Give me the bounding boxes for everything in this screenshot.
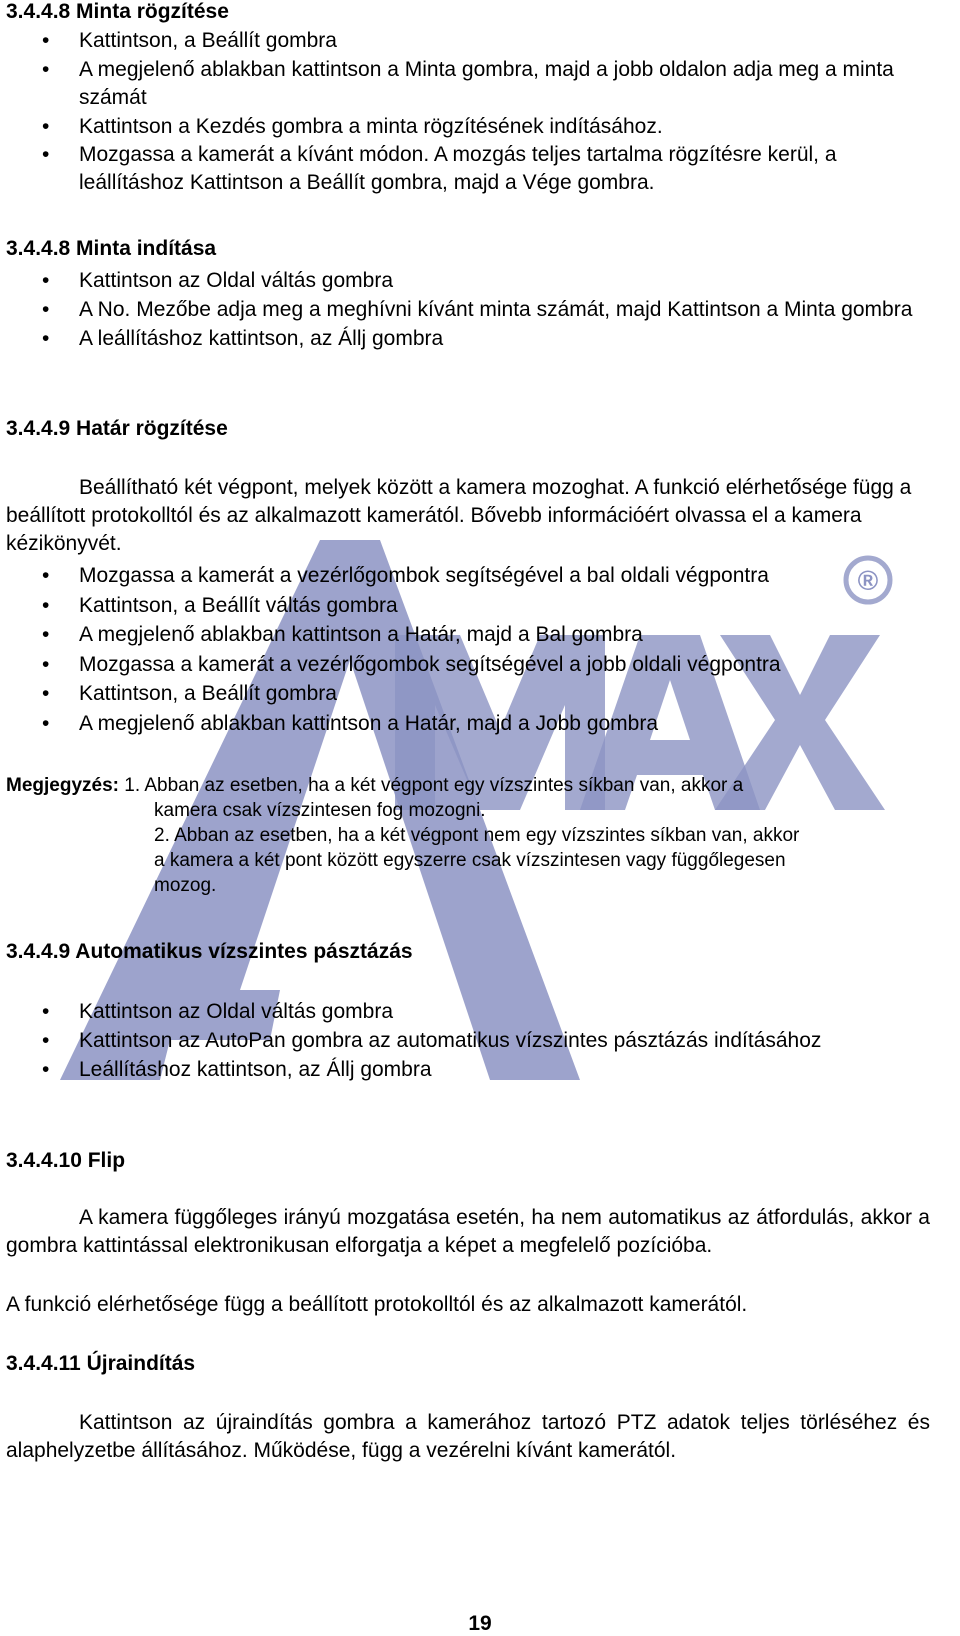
note-block xyxy=(6,773,930,898)
registered-mark: ® xyxy=(857,565,879,596)
list-item: • Leállításhoz kattintson, az Állj gombra xyxy=(6,1055,930,1085)
list-item: • Kattintson az Oldal váltás gombra xyxy=(6,266,930,296)
flip-paragraph-2: A funkció elérhetősége függ a beállított protokolltól és az alkalmazott kamerától. xyxy=(6,1293,748,1316)
list-item: • A No. Mezőbe adja meg a meghívni kívánt minta számát, majd Kattintson a Minta gombra xyxy=(6,296,930,324)
section-title-minta-inditasa: 3.4.4.8 Minta indítása xyxy=(6,237,217,260)
note-item-2-cont: a kamera a két pont között egyszerre csak vízszintesen vagy függőlegesen xyxy=(154,850,786,871)
list-item: • Mozgassa a kamerát a vezérlőgombok segítségével a jobb oldali végpontra xyxy=(6,650,930,680)
list-item: • Kattintson az AutoPan gombra az automatikus vízszintes pásztázás indításához xyxy=(6,1027,930,1055)
list-minta-inditasa xyxy=(6,266,930,353)
section-title-automatikus-pasztazas: 3.4.4.9 Automatikus vízszintes pásztázás xyxy=(6,940,413,963)
list-item: • Kattintson, a Beállít gombra xyxy=(6,679,930,709)
section-title-hatar-rogzitese: 3.4.4.9 Határ rögzítése xyxy=(6,417,228,440)
note-item-1: 1. Abban az esetben, ha a két végpont egy vízszintes síkban van, akkor a xyxy=(124,775,744,796)
section-title-flip: 3.4.4.10 Flip xyxy=(6,1149,126,1172)
list-item: • A megjelenő ablakban kattintson a Minta gombra, majd a jobb oldalon adja meg a minta számát xyxy=(6,56,930,112)
list-item: • Mozgassa a kamerát a kívánt módon. A mozgás teljes tartalma rögzítésre kerül, a leállításhoz Kattintson a Beállít gombra, majd a Vége gombra. xyxy=(6,141,930,197)
note-label: Megjegyzés: xyxy=(6,775,119,796)
list-item: • A megjelenő ablakban kattintson a Határ, majd a Bal gombra xyxy=(6,620,930,650)
list-minta-rogzitese xyxy=(6,26,930,197)
ujrainditas-paragraph: Kattintson az újraindítás gombra a kamerához tartozó PTZ adatok teljes törléséhez és alaphelyzetbe állításához. Működése, függ a vezérelni kívánt kamerától. xyxy=(6,1411,930,1462)
note-item-2: 2. Abban az esetben, ha a két végpont nem egy vízszintes síkban van, akkor xyxy=(154,825,800,846)
hatar-intro-paragraph: Beállítható két végpont, melyek között a kamera mozoghat. A funkció elérhetősége függ a beállított protokolltól és az alkalmazott kamerától. Bővebb információért olvassa el a kamera kézikönyvét. xyxy=(6,476,912,555)
flip-paragraph-1: A kamera függőleges irányú mozgatása esetén, ha nem automatikus az átfordulás, akkor a gombra kattintással elektronikusan elforgatja a képet a megfelelő pozícióba. xyxy=(6,1206,930,1257)
list-automatikus-pasztazas xyxy=(6,997,930,1084)
page-number: 19 xyxy=(468,1612,492,1635)
list-item: • A leállításhoz kattintson, az Állj gombra xyxy=(6,324,930,354)
section-title-ujrainditas: 3.4.4.11 Újraindítás xyxy=(6,1352,196,1375)
list-item: • Kattintson az Oldal váltás gombra xyxy=(6,997,930,1027)
note-item-2-cont: mozog. xyxy=(154,875,217,896)
note-item-1-cont: kamera csak vízszintesen fog mozogni. xyxy=(154,800,486,821)
list-item: • Kattintson, a Beállít gombra xyxy=(6,26,930,56)
list-hatar-rogzitese xyxy=(6,561,930,738)
list-item: • Mozgassa a kamerát a vezérlőgombok segítségével a bal oldali végpontra xyxy=(6,561,930,591)
list-item: • Kattintson, a Beállít váltás gombra xyxy=(6,591,930,621)
section-title-minta-rogzitese: 3.4.4.8 Minta rögzítése xyxy=(6,0,229,23)
list-item: • Kattintson a Kezdés gombra a minta rögzítésének indításához. xyxy=(6,112,930,142)
list-item: • A megjelenő ablakban kattintson a Határ, majd a Jobb gombra xyxy=(6,709,930,739)
